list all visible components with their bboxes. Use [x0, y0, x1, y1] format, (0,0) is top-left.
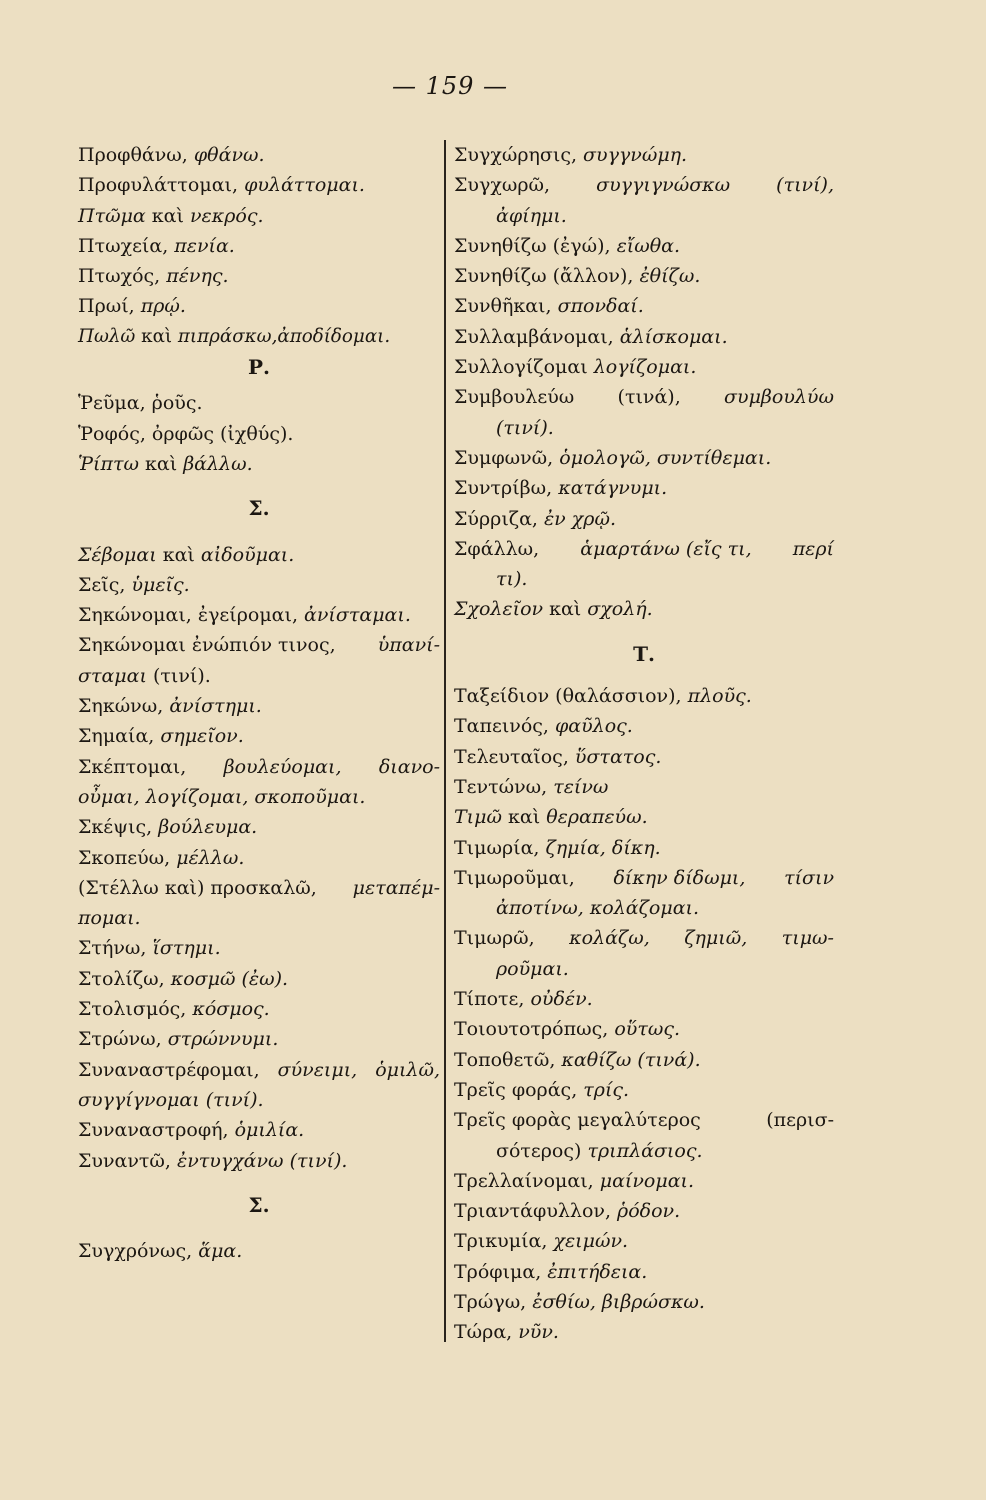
column-divider — [444, 140, 446, 1342]
entry-line: Σεῖς, ὑμεῖς. — [78, 573, 190, 596]
entry-line: Πρωί, πρῴ. — [78, 295, 186, 318]
entry-line: Συγχρόνως, ἅμα. — [78, 1240, 243, 1263]
entry-line: Τιμωρία, ζημία, δίκη. — [454, 836, 661, 859]
entry-line: Τίποτε, οὐδέν. — [454, 988, 593, 1011]
right-column — [454, 140, 834, 1348]
entry-line: Τρελλαίνομαι, μαίνομαι. — [454, 1169, 695, 1192]
entry-line: οὖμαι, λογίζομαι, σκοποῦμαι. — [78, 785, 366, 808]
entry-line: Συγχώρησις, συγγνώμη. — [454, 144, 688, 166]
entry-line: Τρόφιμα, ἐπιτήδεια. — [454, 1260, 648, 1283]
entry-line: σταμαι (τινί). — [78, 664, 211, 687]
entry-line: Συναναστρέφομαι, σύνειμι, ὁμιλῶ, — [78, 1058, 440, 1081]
entry-line: Τελευταῖος, ὕστατος. — [454, 745, 662, 768]
entry-line: Τρώγω, ἐσθίω, βιβρώσκω. — [454, 1290, 705, 1313]
entry-line: Σηκώνομαι, ἐγείρομαι, ἀνίσταμαι. — [78, 604, 411, 627]
entry-line: Σημαία, σημεῖον. — [78, 725, 244, 748]
entry-line: (Στέλλω καὶ) προσκαλῶ, μεταπέμ- — [78, 876, 440, 899]
entry-line: Τεντώνω, τείνω — [454, 775, 609, 798]
entry-line: Συμφωνῶ, ὁμολογῶ, συντίθεμαι. — [454, 446, 772, 469]
entry-line: Στολίζω, κοσμῶ (ἐω). — [78, 967, 289, 990]
left-column — [78, 140, 440, 1266]
entry-line: Συνθῆκαι, σπονδαί. — [454, 295, 644, 318]
entry-line: συγγίγνομαι (τινί). — [78, 1088, 264, 1111]
entry-line: σότερος) τριπλάσιος. — [496, 1139, 703, 1162]
entry-line: ἀφίημι. — [496, 204, 567, 227]
entry-line: Τριαντάφυλλον, ῥόδον. — [454, 1200, 681, 1223]
entry-line: Τοποθετῶ, καθίζω (τινά). — [454, 1048, 701, 1071]
entry-line: Ταξείδιον (θαλάσσιον), πλοῦς. — [454, 685, 752, 708]
entry-line: Συναντῶ, ἐντυγχάνω (τινί). — [78, 1149, 348, 1172]
entry-line: Τώρα, νῦν. — [454, 1321, 559, 1344]
entry-line: Σηκώνομαι ἐνώπιόν τινος, ὑπανί- — [78, 634, 440, 657]
entry-line: Ῥοφός, ὀρφῶς (ἰχθύς). — [78, 422, 294, 445]
entry-line: Συμβουλεύω (τινά), συμβουλύω — [454, 386, 834, 409]
entry-line: Σκέψις, βούλευμα. — [78, 816, 258, 839]
entry-line: Συγχωρῶ, συγγιγνώσκω (τινί), — [454, 174, 834, 197]
entry-line: Πτῶμα καὶ νεκρός. — [78, 204, 264, 227]
entry-line: ροῦμαι. — [496, 957, 569, 980]
entry-line: Συντρίβω, κατάγνυμι. — [454, 477, 668, 500]
entry-line: Ταπεινός, φαῦλος. — [454, 715, 633, 738]
entry-line: Τρικυμία, χειμών. — [454, 1230, 629, 1253]
entry-line: Σκοπεύω, μέλλω. — [78, 846, 245, 869]
section-letter-sigma-2: Σ. — [248, 1192, 270, 1217]
entry-line: Τοιουτοτρόπως, οὕτως. — [454, 1018, 681, 1041]
entry-line: Σύρριζα, ἐν χρῷ. — [454, 507, 616, 530]
entry-line: Στολισμός, κόσμος. — [78, 998, 270, 1021]
entry-line: Προφθάνω, φθάνω. — [78, 144, 265, 166]
entry-line: Τιμωροῦμαι, δίκην δίδωμι, τίσιν — [454, 866, 834, 889]
entry-line: Συναναστροφή, ὁμιλία. — [78, 1119, 305, 1142]
entry-line: Τιμωρῶ, κολάζω, ζημιῶ, τιμω- — [454, 927, 834, 950]
entry-line: Τιμῶ καὶ θεραπεύω. — [454, 806, 648, 829]
section-letter-tau: Τ. — [633, 641, 655, 666]
entry-line: πομαι. — [78, 907, 141, 930]
entry-line: Ῥίπτω καὶ βάλλω. — [78, 452, 253, 475]
entry-line: Συλλαμβάνομαι, ἁλίσκομαι. — [454, 325, 728, 348]
entry-line: Τρεῖς φοράς, τρίς. — [454, 1078, 630, 1101]
entry-line: Ῥεῦμα, ῥοῦς. — [78, 392, 203, 415]
entry-line: Συλλογίζομαι λογίζομαι. — [454, 356, 697, 379]
entry-line: Στρώνω, στρώννυμι. — [78, 1028, 279, 1051]
entry-line: τι). — [496, 568, 528, 591]
entry-line: Σηκώνω, ἀνίστημι. — [78, 695, 262, 718]
entry-line: (τινί). — [496, 416, 554, 439]
entry-line: Πτωχεία, πενία. — [78, 234, 235, 257]
entry-line: Πωλῶ καὶ πιπράσκω,ἀποδίδομαι. — [78, 325, 391, 347]
entry-line: Σφάλλω, ἁμαρτάνω (εἴς τι, περί — [454, 537, 834, 560]
entry-line: Συνηθίζω (ἐγώ), εἴωθα. — [454, 234, 681, 257]
page-number: — 159 — — [391, 72, 509, 100]
section-letter-rho: Ρ. — [247, 355, 270, 380]
entry-line: Συνηθίζω (ἄλλον), ἐθίζω. — [454, 265, 701, 288]
section-letter-sigma: Σ. — [248, 496, 270, 521]
entry-line: ἀποτίνω, κολάζομαι. — [496, 897, 700, 920]
entry-line: Τρεῖς φορὰς μεγαλύτερος (περισ- — [454, 1109, 834, 1132]
entry-line: Στήνω, ἵστημι. — [78, 937, 221, 960]
entry-line: Σκέπτομαι, βουλεύομαι, διανο- — [78, 755, 440, 778]
entry-line: Σέβομαι καὶ αἰδοῦμαι. — [78, 543, 295, 566]
entry-line: Σχολεῖον καὶ σχολή. — [454, 598, 653, 621]
entry-line: Προφυλάττομαι, φυλάττομαι. — [78, 174, 365, 197]
entry-line: Πτωχός, πένης. — [78, 265, 229, 288]
